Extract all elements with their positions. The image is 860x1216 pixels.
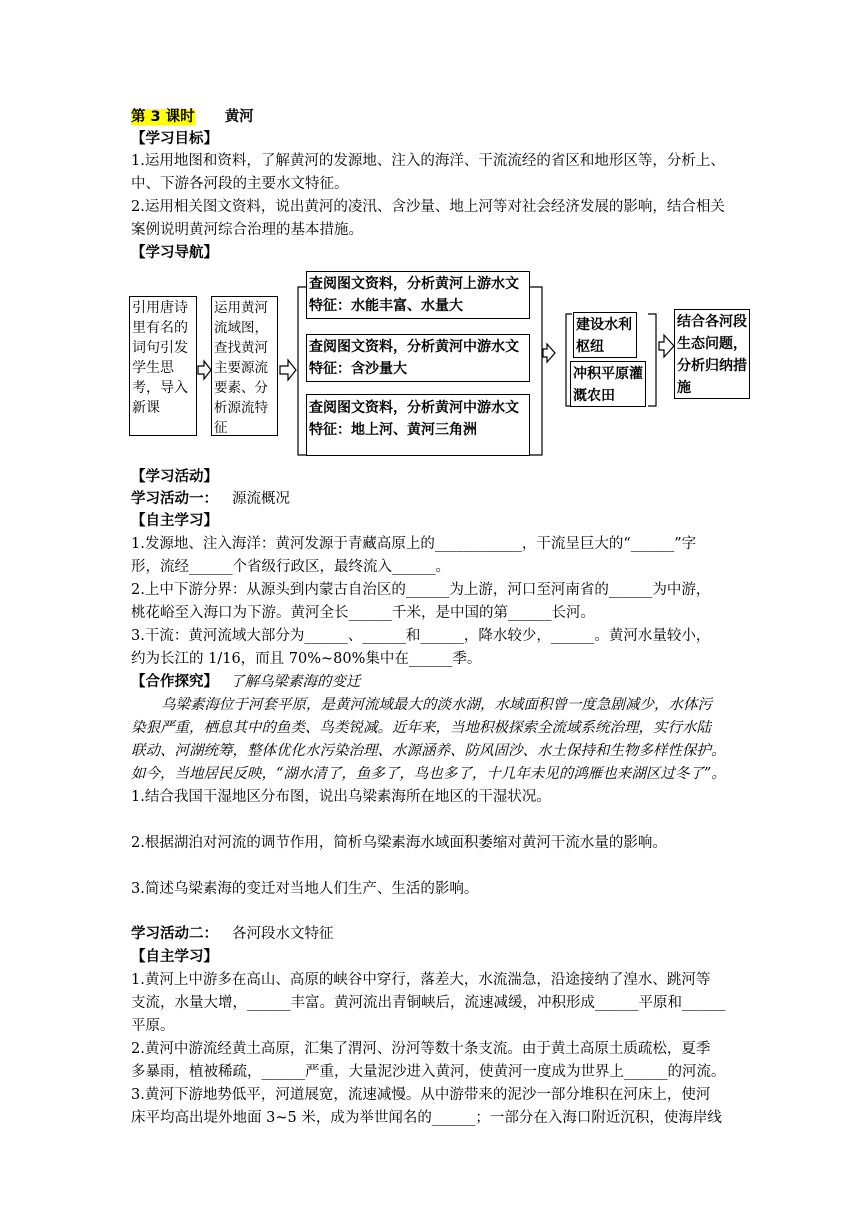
- activity-2-name: 各河段水文特征: [232, 926, 334, 942]
- goal-2-line-1: 2.运用相关图文资料，说出黄河的凌汛、含沙量、地上河等对社会经济发展的影响，结合相关: [131, 199, 725, 215]
- coop-title: 了解乌梁素海的变迁: [230, 674, 361, 690]
- bracket-icon: [298, 287, 306, 455]
- act2-q3-line-2: 床平均高出堤外地面 3~5 米，成为举世闻名的______；一部分在入海口附近沉积，使海岸线: [131, 1110, 722, 1126]
- activity-1-name: 源流概况: [232, 491, 290, 507]
- self-study-heading-2: 【自主学习】: [131, 949, 218, 965]
- act2-q3-line-1: 3.黄河下游地势低平，河道展宽，流速减慢。从中游带来的泥沙一部分堆积在河床上，使河: [131, 1087, 711, 1103]
- arrow-icon: [543, 344, 555, 362]
- coop-question-3: 3.简述乌梁素海的变迁对当地人们生产、生活的影响。: [131, 881, 479, 897]
- act2-q1-line-3: 平原。: [131, 1018, 175, 1034]
- act1-q2-line-2: 桃花峪至入海口为下游。黄河全长______千米，是中国的第______长河。: [131, 605, 595, 621]
- flow-box-irrigation: 冲积平原灌溉农田: [570, 361, 646, 407]
- arrow-icon: [659, 335, 674, 357]
- act2-q1-line-1: 1.黄河上中游多在高山、高原的峡谷中穿行，落差大，水流湍急，沿途接纳了湟水、跳河等: [131, 972, 711, 988]
- flow-box-source-analysis: 运用黄河流域图，查找黄河主要源流要素、分析源流特征: [211, 296, 278, 436]
- goal-1-line-1: 1.运用地图和资料，了解黄河的发源地、注入的海洋、干流流经的省区和地形区等，分析上、: [131, 153, 725, 169]
- nav-heading: 【学习导航】: [131, 245, 218, 261]
- act2-q1-line-2: 支流，水量大增，______丰富。黄河流出青铜峡后，流速减缓，冲积形成______平原和______: [131, 995, 726, 1011]
- act1-q1-line-1: 1.发源地、注入海洋：黄河发源于青藏高原上的____________，干流呈巨大的“______”字: [131, 536, 697, 552]
- arrow-icon: [280, 360, 296, 380]
- act1-q2-line-1: 2.上中下游分界：从源头到内蒙古自治区的______为上游，河口至河南省的______为中游，: [131, 582, 711, 598]
- activity-2-title: [131, 923, 743, 945]
- flow-box-upper-reach: 查阅图文资料，分析黄河上游水文特征：水能丰富、水量大: [306, 271, 530, 319]
- coop-paragraph-line-3: 联动、河湖统筹，整体优化水污染治理、水源涵养、防风固沙、水土保持和生物多样性保护。: [131, 743, 726, 759]
- coop-heading: 【合作探究】: [131, 674, 218, 690]
- goals-heading: 【学习目标】: [131, 131, 218, 147]
- activity-heading: 【学习活动】: [131, 469, 218, 485]
- coop-paragraph-line-4: 如今，当地居民反映，“湖水清了，鱼多了，鸟也多了，十几年未见的鸿雁也来湖区过冬了”。: [131, 766, 726, 782]
- coop-paragraph-line-1: 乌梁素海位于河套平原，是黄河流域最大的淡水湖，水域面积曾一度急剧减少，水体污: [161, 697, 712, 713]
- coop-heading-line: [131, 671, 743, 693]
- goal-2-line-2: 案例说明黄河综合治理的基本措施。: [131, 222, 363, 238]
- activity-2-label: 学习活动二：: [131, 926, 218, 942]
- flow-box-ecology-measures: 结合各河段生态问题，分析归纳措施: [674, 309, 750, 399]
- act2-q2-line-1: 2.黄河中游流经黄土高原，汇集了渭河、汾河等数十条支流。由于黄土高原土质疏松，夏季: [131, 1041, 711, 1057]
- act2-q2-line-2: 多暴雨，植被稀疏，______严重，大量泥沙进入黄河，使黄河一度成为世界上______的河流。: [131, 1064, 726, 1080]
- activity-1-title: [131, 488, 743, 510]
- flow-box-intro: 引用唐诗里有名的词句引发学生思考，导入新课: [129, 296, 197, 436]
- flow-box-middle-reach: 查阅图文资料，分析黄河中游水文特征：含沙量大: [306, 334, 530, 382]
- activity-1-label: 学习活动一：: [131, 491, 218, 507]
- act1-q3-line-2: 约为长江的 1/16，而且 70%~80%集中在______季。: [131, 651, 482, 667]
- act1-q1-line-2: 形，流经______个省级行政区，最终流入______。: [131, 559, 450, 575]
- lesson-topic: 黄河: [224, 109, 254, 125]
- lesson-number: 第 3 课时: [131, 109, 195, 125]
- coop-paragraph-line-2: 染狠严重，栖息其中的鱼类、鸟类锐减。近年来，当地积极探索全流域系统治理，实行水陆: [131, 720, 711, 736]
- self-study-heading: 【自主学习】: [131, 513, 218, 529]
- act1-q3-line-1: 3.干流：黄河流域大部分为______、______和______，降水较少，______。黄河水量较小，: [131, 628, 711, 644]
- flow-box-hydro-project: 建设水利枢纽: [573, 312, 637, 358]
- bracket-icon: [648, 314, 656, 406]
- flow-box-lower-reach: 查阅图文资料，分析黄河中游水文特征：地上河、黄河三角洲: [306, 394, 530, 456]
- coop-question-1: 1.结合我国干湿地区分布图，说出乌梁素海所在地区的干湿状况。: [131, 789, 551, 805]
- goal-1-line-2: 中、下游各河段的主要水文特征。: [131, 176, 349, 192]
- bracket-icon: [530, 287, 542, 455]
- arrow-icon: [198, 361, 211, 379]
- coop-question-2: 2.根据湖泊对河流的调节作用，简析乌梁素海水域面积萎缩对黄河干流水量的影响。: [131, 835, 667, 851]
